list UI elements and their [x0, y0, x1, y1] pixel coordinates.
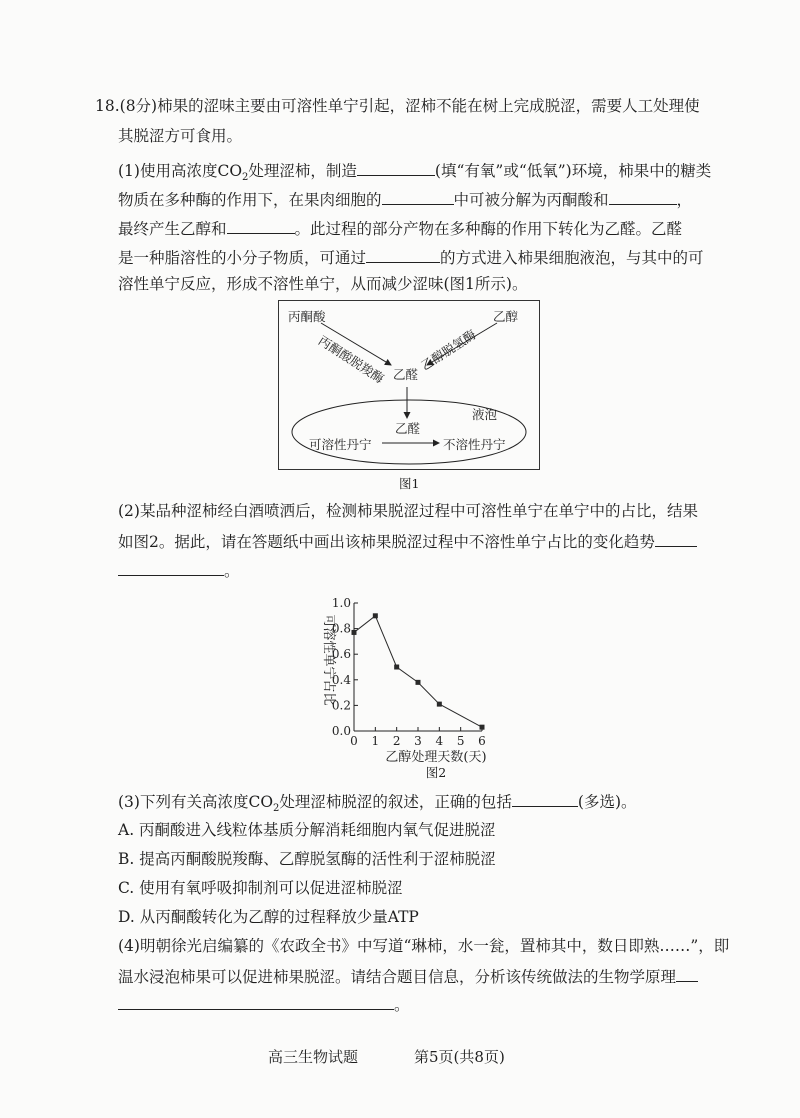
answer-blank[interactable] [676, 963, 698, 982]
soluble-tannin-label: 可溶性丹宁 [309, 437, 372, 452]
y-tick-label: 0.8 [331, 621, 351, 636]
part4-line3: 。 [118, 991, 410, 1017]
y-tick-label: 0.0 [331, 724, 351, 738]
data-point [352, 630, 357, 635]
part1-line4: 是一种脂溶性的小分子物质，可通过 的方式进入柿果细胞液泡，与其中的可 [118, 244, 704, 270]
data-point [373, 613, 378, 618]
y-tick-label: 0.4 [331, 672, 351, 687]
part1-line3: 最终产生乙醇和 。此过程的部分产物在多种酶的作用下转化为乙醛。乙醛 [118, 215, 682, 241]
data-point [480, 725, 485, 730]
insoluble-tannin-label: 不溶性丹宁 [443, 437, 506, 452]
part1-line1: (1)使用高浓度$CO_2$处理涩柿，制造 (填“有氧”或“低氧”)环境，柿果中的糖类 [118, 157, 711, 190]
footer-subject: 高三生物试题 [268, 1048, 359, 1066]
enzyme-alcohol-dehydrogenase: 乙醇脱氢酶 [418, 326, 479, 374]
part4-line1: (4)明朝徐光启编纂的《农政全书》中写道“琳柿，水一瓮，置柿其中，数日即熟……”，即 [118, 937, 730, 955]
x-axis-label: 乙醇处理天数(天) [385, 750, 487, 765]
part2-line3: 。 [118, 557, 240, 583]
question-stem-line2: 其脱涩方可食用。 [118, 127, 243, 145]
x-tick-label: 2 [392, 734, 401, 748]
acetaldehyde-inside-label: 乙醛 [395, 421, 421, 436]
enzyme-pyruvate-decarboxylase: 丙酮酸脱羧酶 [315, 332, 387, 387]
series-line [354, 616, 482, 727]
answer-blank[interactable] [382, 186, 454, 205]
part1-line2: 物质在多种酶的作用下，在果肉细胞的 中可被分解为丙酮酸和 ， [118, 186, 692, 212]
part2-line2: 如图2。据此，请在答题纸中画出该柿果脱涩过程中不溶性单宁占比的变化趋势 [118, 528, 697, 554]
x-tick-label: 0 [350, 734, 358, 748]
vacuole-label: 液泡 [472, 407, 498, 422]
x-tick-label: 4 [435, 734, 444, 748]
answer-blank[interactable] [655, 528, 697, 547]
x-tick-label: 5 [456, 734, 465, 748]
part3-stem: (3)下列有关高浓度$CO_2$处理涩柿脱涩的叙述，正确的包括 (多选)。 [118, 788, 637, 821]
figure2-chart [310, 585, 510, 781]
arrow-ethanol-to-acetaldehyde [427, 323, 497, 365]
acetaldehyde-label: 乙醛 [393, 367, 419, 382]
part4-line2: 温水浸泡柿果可以促进柿果脱涩。请结合题目信息，分析该传统做法的生物学原理 [118, 963, 698, 989]
question-stem-line1: 18.(8分)柿果的涩味主要由可溶性单宁引起，涩柿不能在树上完成脱涩，需要人工处理使 [95, 97, 700, 115]
footer-page-number: 第5页(共8页) [414, 1048, 505, 1066]
data-point [394, 665, 399, 670]
y-tick-label: 0.6 [331, 647, 351, 662]
figure1-diagram [278, 300, 540, 470]
x-tick-label: 3 [414, 734, 422, 748]
option-d[interactable]: D. 从丙酮酸转化为乙醇的过程释放少量ATP [118, 908, 419, 926]
pyruvate-label: 丙酮酸 [288, 309, 326, 324]
figure1-caption: 图1 [399, 476, 420, 491]
answer-blank[interactable] [366, 244, 440, 263]
part1-line5: 溶性单宁反应，形成不溶性单宁，从而减少涩味(图1所示)。 [118, 275, 528, 293]
answer-blank[interactable] [227, 215, 295, 234]
part2-line1: (2)某品种涩柿经白酒喷洒后，检测柿果脱涩过程中可溶性单宁在单宁中的占比，结果 [118, 502, 698, 520]
answer-blank[interactable] [357, 157, 435, 176]
option-c[interactable]: C. 使用有氧呼吸抑制剂可以促进涩柿脱涩 [118, 879, 403, 897]
y-axis-label: 可溶性单宁占比 [321, 614, 336, 706]
y-tick-label: 0.2 [331, 698, 351, 713]
x-tick-label: 1 [371, 734, 380, 748]
option-b[interactable]: B. 提高丙酮酸脱羧酶、乙醇脱氢酶的活性利于涩柿脱涩 [118, 850, 496, 868]
answer-blank[interactable] [512, 788, 578, 807]
answer-blank[interactable] [118, 991, 394, 1010]
ethanol-label: 乙醇 [493, 309, 519, 324]
figure2-caption: 图2 [425, 765, 447, 780]
data-point [416, 680, 421, 685]
data-point [437, 702, 442, 707]
y-tick-label: 1.0 [331, 596, 351, 610]
answer-blank[interactable] [609, 186, 677, 205]
option-a[interactable]: A. 丙酮酸进入线粒体基质分解消耗细胞内氧气促进脱涩 [118, 821, 496, 839]
x-tick-label: 6 [478, 734, 486, 748]
arrow-pyruvate-to-acetaldehyde [321, 323, 391, 365]
answer-blank[interactable] [118, 557, 224, 576]
